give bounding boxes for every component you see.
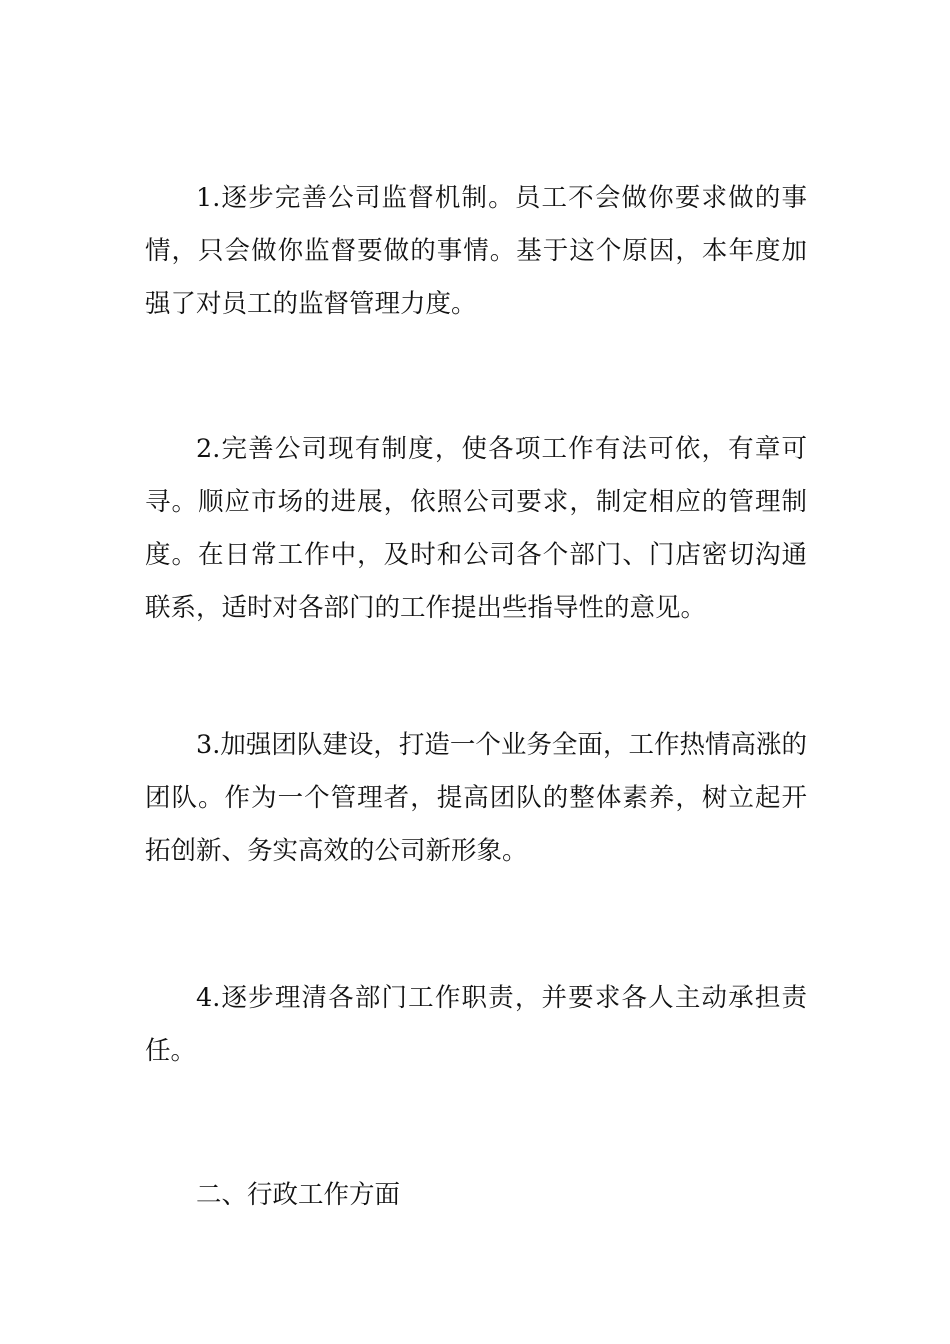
paragraph-4: 4.逐步理清各部门工作职责，并要求各人主动承担责任。 — [145, 983, 807, 1066]
paragraph-1: 1.逐步完善公司监督机制。员工不会做你要求做的事情，只会做你监督要做的事情。基于这个原因，本年度加强了对员工的监督管理力度。 — [145, 183, 807, 319]
paragraph-3: 3.加强团队建设，打造一个业务全面，工作热情高涨的团队。作为一个管理者，提高团队的整体素养，树立起开拓创新、务实高效的公司新形象。 — [145, 730, 807, 866]
section-heading: 二、行政工作方面 — [196, 1180, 401, 1210]
paragraph-2: 2.完善公司现有制度，使各项工作有法可依，有章可寻。顺应市场的进展，依照公司要求，制定相应的管理制度。在日常工作中，及时和公司各个部门、门店密切沟通联系，适时对各部门的工作提出些指导性的意见。 — [145, 434, 807, 623]
